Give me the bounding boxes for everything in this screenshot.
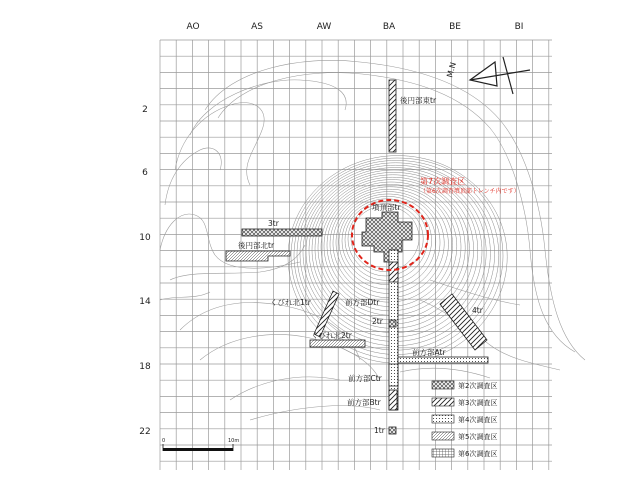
- column-label-bi: BI: [514, 22, 524, 32]
- legend-label-2: 第2次調査区: [458, 382, 498, 390]
- trench-2tr: [389, 320, 396, 327]
- trench-1tr: [389, 427, 396, 434]
- column-labels: [186, 22, 523, 32]
- legend-swatch-5: [432, 432, 454, 440]
- column-label-ba: BA: [382, 22, 396, 32]
- label-kouenbu-higashi: 後円部東tr: [400, 96, 437, 105]
- label-kubire-kita-1: くびれ北1tr: [270, 298, 311, 307]
- label-funchobu: 墳頂部tr: [372, 203, 401, 212]
- label-2tr: 2tr: [372, 317, 383, 326]
- legend-label-5: 第5次調査区: [458, 433, 498, 441]
- survey-7-title: 第7次調査区: [420, 177, 466, 186]
- trench-zenpobu-a: [398, 357, 488, 363]
- column-label-as: AS: [251, 22, 263, 32]
- legend-swatch-3: [432, 398, 454, 406]
- trench-3tr: [242, 229, 322, 236]
- label-3tr: 3tr: [268, 219, 279, 228]
- legend-swatch-6: [432, 449, 454, 457]
- label-zenpobu-b: 前方部Btr: [347, 398, 381, 407]
- legend-label-6: 第6次調査区: [458, 450, 498, 458]
- label-1tr: 1tr: [374, 426, 385, 435]
- column-label-aw: AW: [316, 22, 332, 32]
- legend-swatch-4: [432, 415, 454, 423]
- label-4tr: 4tr: [472, 306, 483, 315]
- legend-label-4: 第4次調査区: [458, 416, 498, 424]
- label-zenpobu-d: 前方部Dtr: [345, 298, 380, 307]
- trench-4tr: [440, 294, 487, 350]
- trench-zenpobu-d: [389, 262, 398, 282]
- row-label-18: 18: [139, 362, 151, 372]
- label-zenpobu-a: 前方部Atr: [412, 348, 446, 357]
- row-labels: [139, 105, 151, 437]
- trench-kouenbu-kita: [226, 251, 290, 261]
- row-label-6: 6: [142, 168, 148, 178]
- scale-end: 10m: [228, 438, 240, 444]
- trench-kubire-kita-2: [310, 340, 365, 347]
- label-kubire-kita-2: くびれ北2tr: [311, 331, 352, 340]
- row-label-2: 2: [142, 105, 148, 115]
- trench-funchobu: [362, 212, 412, 262]
- column-label-be: BE: [449, 22, 461, 32]
- scale-bar: [162, 438, 239, 451]
- label-zenpobu-c: 前方部Ctr: [348, 374, 382, 383]
- row-label-22: 22: [139, 427, 151, 437]
- label-kouenbu-kita: 後円部北tr: [238, 241, 275, 250]
- legend-swatch-2: [432, 381, 454, 389]
- legend: [432, 381, 497, 458]
- trench-kouenbu-higashi: [389, 80, 396, 152]
- trench-zenpobu-b: [389, 390, 397, 410]
- survey-7-subtitle: （第6次調査墳頂部トレンチ内です）: [420, 188, 520, 195]
- trench-zenpobu-c: [389, 364, 398, 386]
- row-label-14: 14: [139, 297, 151, 307]
- north-label: M.N: [445, 61, 458, 79]
- legend-label-3: 第3次調査区: [458, 399, 498, 407]
- column-label-ao: AO: [186, 22, 200, 32]
- row-label-10: 10: [139, 233, 151, 243]
- scale-start: 0: [162, 438, 166, 444]
